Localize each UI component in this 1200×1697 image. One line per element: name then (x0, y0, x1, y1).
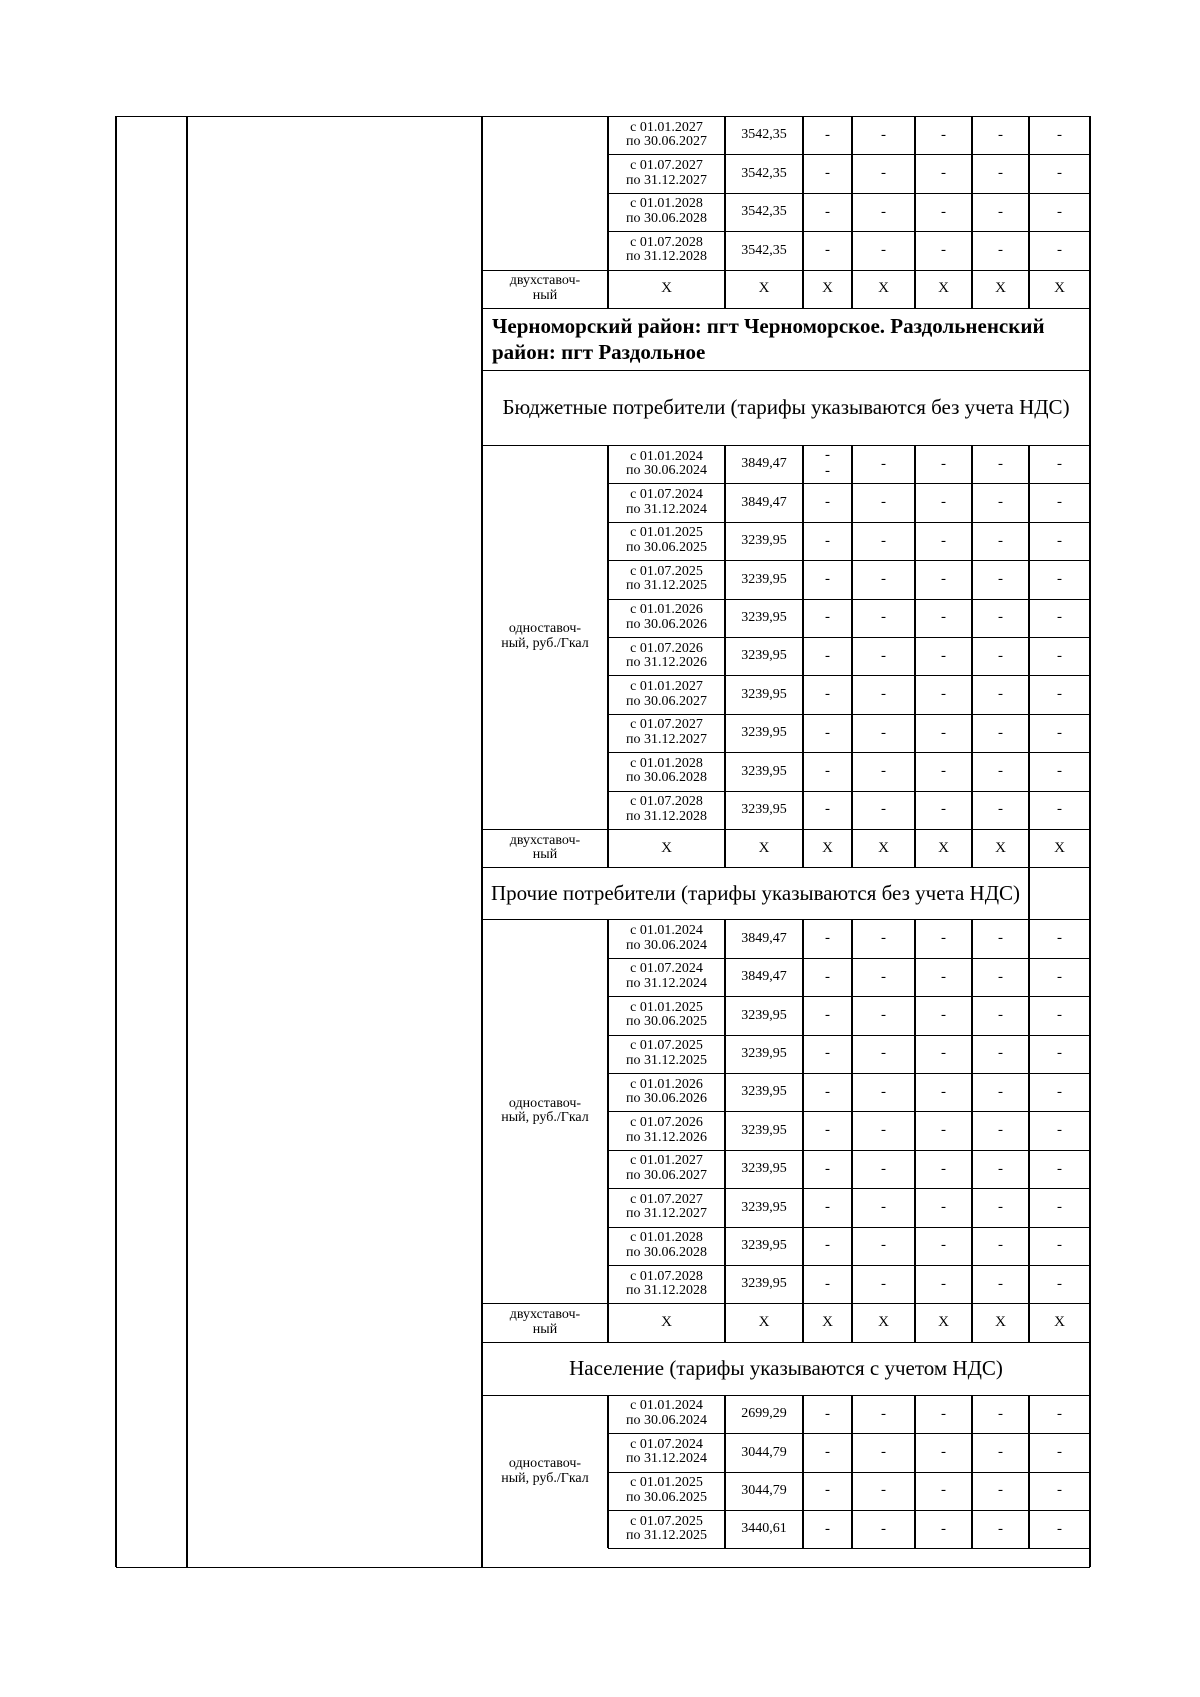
dash-cell: - (941, 686, 946, 703)
column-border (914, 1395, 915, 1548)
column-border (851, 445, 852, 829)
column-border (607, 270, 608, 308)
column-border (971, 919, 972, 1303)
column-border (802, 445, 803, 829)
dash-cell: - (1057, 686, 1062, 703)
column-border (802, 919, 803, 1303)
dash-cell: - (825, 686, 830, 703)
dash-cell: - (825, 968, 830, 985)
dash-cell: - (825, 494, 830, 511)
tariff-value: 3239,95 (741, 725, 787, 741)
tariff-value: 3044,79 (741, 1482, 787, 1498)
column-border (914, 270, 915, 308)
section-heading: Черноморский район: пгт Черноморское. Раздольненский район: пгт Раздольное (492, 313, 1045, 364)
period-cell: с 01.07.2027 по 31.12.2027 (626, 1191, 707, 1222)
tariff-value: 3239,95 (741, 1161, 787, 1177)
dash-cell: - (825, 570, 830, 587)
not-applicable-mark: X (878, 280, 889, 297)
period-cell: с 01.07.2027 по 31.12.2027 (626, 157, 707, 188)
dash-cell: - (881, 1237, 886, 1254)
tariff-value: 3239,95 (741, 763, 787, 779)
dash-cell: - (941, 1275, 946, 1292)
dash-cell: - (941, 165, 946, 182)
column-border (851, 919, 852, 1303)
dash-cell: - (881, 570, 886, 587)
dash-cell: - (941, 647, 946, 664)
dash-cell: - (998, 532, 1003, 549)
column-border (1028, 445, 1029, 829)
tariff-value: 3239,95 (741, 533, 787, 549)
dash-cell: - (825, 1045, 830, 1062)
dash-cell: - (881, 1160, 886, 1177)
row-border (482, 829, 1090, 830)
dash-cell: - - (825, 447, 830, 480)
column-border (802, 270, 803, 308)
dash-cell: - (1057, 1083, 1062, 1100)
period-cell: с 01.01.2025 по 30.06.2025 (626, 525, 707, 555)
column-border (724, 829, 725, 867)
dash-cell: - (1057, 165, 1062, 182)
dash-cell: - (998, 203, 1003, 220)
dash-cell: - (881, 686, 886, 703)
section-heading: Бюджетные потребители (тарифы указываются без учета НДС) (502, 395, 1070, 420)
dash-cell: - (825, 1405, 830, 1422)
rate-type-label: двухставоч- ный (509, 1306, 581, 1337)
dash-cell: - (881, 1275, 886, 1292)
column-border (914, 445, 915, 829)
dash-cell: - (998, 570, 1003, 587)
dash-cell: - (941, 494, 946, 511)
not-applicable-mark: X (878, 1314, 889, 1331)
dash-cell: - (881, 1443, 886, 1460)
dash-cell: - (825, 165, 830, 182)
period-cell: с 01.07.2024 по 31.12.2024 (626, 1436, 707, 1467)
period-cell: с 01.01.2025 по 30.06.2025 (626, 999, 707, 1030)
dash-cell: - (998, 609, 1003, 626)
period-cell: с 01.07.2028 по 31.12.2028 (626, 1268, 707, 1299)
tariff-value: 3239,95 (741, 1199, 787, 1215)
tariff-value: 3239,95 (741, 1084, 787, 1100)
dash-cell: - (941, 455, 946, 472)
dash-cell: - (825, 203, 830, 220)
dash-cell: - (998, 968, 1003, 985)
column-border (1028, 919, 1029, 1303)
tariff-value: 3239,95 (741, 801, 787, 817)
period-cell: с 01.07.2025 по 31.12.2025 (626, 1513, 707, 1544)
column-border (724, 919, 725, 1303)
column-border (607, 1303, 608, 1342)
section-heading: Прочие потребители (тарифы указываются без учета НДС) (490, 881, 1021, 906)
dash-cell: - (941, 1083, 946, 1100)
dash-cell: - (998, 1237, 1003, 1254)
column-border (1028, 270, 1029, 308)
dash-cell: - (825, 1198, 830, 1215)
tariff-value: 3239,95 (741, 1237, 787, 1253)
dash-cell: - (825, 1122, 830, 1139)
dash-cell: - (881, 609, 886, 626)
column-border (1028, 116, 1029, 270)
tariff-value: 3239,95 (741, 686, 787, 702)
column-border (115, 116, 116, 1567)
dash-cell: - (1057, 1160, 1062, 1177)
column-border (802, 1395, 803, 1548)
column-border (724, 1395, 725, 1548)
column-border (971, 270, 972, 308)
dash-cell: - (941, 930, 946, 947)
dash-cell: - (881, 241, 886, 258)
dash-cell: - (881, 1006, 886, 1023)
dash-cell: - (825, 1006, 830, 1023)
dash-cell: - (881, 165, 886, 182)
column-border (851, 270, 852, 308)
tariff-value: 3542,35 (741, 165, 787, 181)
dash-cell: - (941, 532, 946, 549)
column-border (724, 116, 725, 270)
dash-cell: - (881, 203, 886, 220)
tariff-value: 3542,35 (741, 204, 787, 220)
dash-cell: - (941, 570, 946, 587)
period-cell: с 01.07.2024 по 31.12.2024 (626, 961, 707, 991)
dash-cell: - (998, 724, 1003, 741)
column-border (1028, 1303, 1029, 1342)
dash-cell: - (881, 801, 886, 818)
dash-cell: - (881, 1198, 886, 1215)
dash-cell: - (825, 532, 830, 549)
dash-cell: - (881, 1520, 886, 1537)
dash-cell: - (941, 1520, 946, 1537)
dash-cell: - (941, 241, 946, 258)
tariff-value: 3849,47 (741, 969, 787, 985)
dash-cell: - (941, 1198, 946, 1215)
column-border (724, 1303, 725, 1342)
dash-cell: - (1057, 762, 1062, 779)
dash-cell: - (941, 609, 946, 626)
tariff-value: 3239,95 (741, 1007, 787, 1023)
tariff-value: 2699,29 (741, 1406, 787, 1422)
not-applicable-mark: X (1054, 839, 1065, 856)
dash-cell: - (998, 1443, 1003, 1460)
period-cell: с 01.07.2024 по 31.12.2024 (626, 486, 707, 517)
dash-cell: - (1057, 1122, 1062, 1139)
dash-cell: - (1057, 724, 1062, 741)
period-cell: с 01.01.2027 по 30.06.2027 (626, 678, 707, 709)
column-border (971, 445, 972, 829)
dash-cell: - (998, 126, 1003, 143)
dash-cell: - (825, 1083, 830, 1100)
dash-cell: - (1057, 532, 1062, 549)
not-applicable-mark: X (938, 280, 949, 297)
dash-cell: - (998, 494, 1003, 511)
column-border (802, 116, 803, 270)
column-border (1028, 829, 1029, 867)
column-border (724, 270, 725, 308)
dash-cell: - (998, 647, 1003, 664)
dash-cell: - (881, 1045, 886, 1062)
dash-cell: - (881, 1083, 886, 1100)
tariff-value: 3239,95 (741, 1276, 787, 1292)
dash-cell: - (825, 126, 830, 143)
not-applicable-mark: X (938, 839, 949, 856)
dash-cell: - (998, 1405, 1003, 1422)
tariff-value: 3239,95 (741, 1045, 787, 1061)
dash-cell: - (941, 1237, 946, 1254)
column-border (1028, 1395, 1029, 1548)
dash-cell: - (998, 1160, 1003, 1177)
column-border (971, 829, 972, 867)
period-cell: с 01.07.2027 по 31.12.2027 (626, 717, 707, 747)
dash-cell: - (825, 762, 830, 779)
dash-cell: - (998, 1006, 1003, 1023)
column-border (914, 116, 915, 270)
dash-cell: - (881, 126, 886, 143)
column-border (1028, 867, 1029, 919)
dash-cell: - (825, 1482, 830, 1499)
not-applicable-mark: X (995, 1314, 1006, 1331)
dash-cell: - (1057, 126, 1062, 143)
rate-type-label: одноставоч- ный, руб./Гкал (501, 1455, 589, 1486)
row-border (482, 270, 1090, 271)
period-cell: с 01.01.2028 по 30.06.2028 (626, 1230, 707, 1260)
period-cell: с 01.01.2024 по 30.06.2024 (626, 448, 707, 479)
dash-cell: - (825, 1443, 830, 1460)
not-applicable-mark: X (995, 280, 1006, 297)
column-border (607, 829, 608, 867)
dash-cell: - (998, 1198, 1003, 1215)
column-border (607, 116, 608, 270)
dash-cell: - (1057, 1405, 1062, 1422)
period-cell: с 01.01.2027 по 30.06.2027 (626, 1153, 707, 1183)
dash-cell: - (998, 241, 1003, 258)
dash-cell: - (941, 968, 946, 985)
period-cell: с 01.07.2028 по 31.12.2028 (626, 234, 707, 265)
dash-cell: - (998, 1275, 1003, 1292)
rate-type-label: двухставоч- ный (509, 273, 581, 303)
dash-cell: - (825, 647, 830, 664)
dash-cell: - (825, 724, 830, 741)
tariff-value: 3542,35 (741, 242, 787, 258)
dash-cell: - (825, 1160, 830, 1177)
dash-cell: - (1057, 801, 1062, 818)
dash-cell: - (941, 762, 946, 779)
tariff-value: 3542,35 (741, 127, 787, 143)
column-border (186, 116, 187, 1567)
not-applicable-mark: X (938, 1314, 949, 1331)
dash-cell: - (941, 801, 946, 818)
not-applicable-mark: X (661, 1314, 672, 1331)
dash-cell: - (998, 455, 1003, 472)
not-applicable-mark: X (995, 839, 1006, 856)
dash-cell: - (881, 1405, 886, 1422)
dash-cell: - (825, 930, 830, 947)
dash-cell: - (941, 1006, 946, 1023)
dash-cell: - (998, 1520, 1003, 1537)
dash-cell: - (1057, 1006, 1062, 1023)
column-border (851, 1303, 852, 1342)
dash-cell: - (998, 1482, 1003, 1499)
not-applicable-mark: X (661, 280, 672, 297)
dash-cell: - (941, 126, 946, 143)
dash-cell: - (1057, 203, 1062, 220)
dash-cell: - (998, 1122, 1003, 1139)
tariff-value: 3440,61 (741, 1521, 787, 1537)
not-applicable-mark: X (878, 839, 889, 856)
period-cell: с 01.07.2028 по 31.12.2028 (626, 794, 707, 824)
not-applicable-mark: X (822, 839, 833, 856)
dash-cell: - (941, 1045, 946, 1062)
dash-cell: - (1057, 1045, 1062, 1062)
column-border (914, 919, 915, 1303)
dash-cell: - (941, 724, 946, 741)
not-applicable-mark: X (1054, 1314, 1065, 1331)
not-applicable-mark: X (822, 280, 833, 297)
dash-cell: - (1057, 647, 1062, 664)
column-border (851, 116, 852, 270)
dash-cell: - (825, 609, 830, 626)
dash-cell: - (881, 647, 886, 664)
dash-cell: - (1057, 1482, 1062, 1499)
dash-cell: - (1057, 930, 1062, 947)
rate-type-label: двухставоч- ный (509, 832, 581, 863)
dash-cell: - (825, 1520, 830, 1537)
dash-cell: - (881, 1482, 886, 1499)
column-border (802, 829, 803, 867)
dash-cell: - (1057, 968, 1062, 985)
not-applicable-mark: X (758, 280, 770, 297)
not-applicable-mark: X (758, 839, 770, 856)
dash-cell: - (941, 203, 946, 220)
dash-cell: - (998, 686, 1003, 703)
dash-cell: - (1057, 1237, 1062, 1254)
period-cell: с 01.01.2028 по 30.06.2028 (626, 196, 707, 226)
period-cell: с 01.01.2024 по 30.06.2024 (626, 922, 707, 953)
period-cell: с 01.01.2027 по 30.06.2027 (626, 119, 707, 150)
dash-cell: - (825, 1237, 830, 1254)
not-applicable-mark: X (1054, 280, 1065, 297)
tariff-value: 3239,95 (741, 609, 787, 625)
tariff-value: 3849,47 (741, 930, 787, 946)
dash-cell: - (941, 1482, 946, 1499)
dash-cell: - (1057, 1520, 1062, 1537)
dash-cell: - (1057, 609, 1062, 626)
period-cell: с 01.01.2026 по 30.06.2026 (626, 602, 707, 632)
rate-type-label: одноставоч- ный, руб./Гкал (501, 621, 589, 651)
tariff-value: 3849,47 (741, 456, 787, 472)
column-border (914, 829, 915, 867)
column-border (971, 1303, 972, 1342)
dash-cell: - (998, 930, 1003, 947)
column-border (971, 1395, 972, 1548)
dash-cell: - (881, 762, 886, 779)
not-applicable-mark: X (822, 1314, 833, 1331)
dash-cell: - (941, 1160, 946, 1177)
dash-cell: - (941, 1122, 946, 1139)
tariff-value: 3239,95 (741, 1122, 787, 1138)
dash-cell: - (881, 724, 886, 741)
dash-cell: - (1057, 241, 1062, 258)
column-border (914, 1303, 915, 1342)
dash-cell: - (998, 801, 1003, 818)
dash-cell: - (881, 968, 886, 985)
period-cell: с 01.01.2028 по 30.06.2028 (626, 755, 707, 786)
dash-cell: - (1057, 494, 1062, 511)
dash-cell: - (881, 455, 886, 472)
tariff-value: 3239,95 (741, 648, 787, 664)
period-cell: с 01.07.2026 по 31.12.2026 (626, 640, 707, 671)
column-border (802, 1303, 803, 1342)
dash-cell: - (881, 494, 886, 511)
dash-cell: - (1057, 1275, 1062, 1292)
row-border (116, 1567, 1090, 1568)
not-applicable-mark: X (758, 1314, 770, 1331)
dash-cell: - (825, 801, 830, 818)
column-border (971, 116, 972, 270)
row-border (608, 1548, 1090, 1549)
period-cell: с 01.07.2026 по 31.12.2026 (626, 1114, 707, 1145)
dash-cell: - (998, 762, 1003, 779)
tariff-value: 3849,47 (741, 494, 787, 510)
column-border (851, 1395, 852, 1548)
column-border (724, 445, 725, 829)
dash-cell: - (941, 1405, 946, 1422)
dash-cell: - (881, 930, 886, 947)
period-cell: с 01.07.2025 по 31.12.2025 (626, 1038, 707, 1068)
dash-cell: - (825, 1275, 830, 1292)
dash-cell: - (1057, 1443, 1062, 1460)
period-cell: с 01.01.2026 по 30.06.2026 (626, 1076, 707, 1107)
dash-cell: - (881, 1122, 886, 1139)
period-cell: с 01.01.2025 по 30.06.2025 (626, 1475, 707, 1505)
period-cell: с 01.01.2024 по 30.06.2024 (626, 1398, 707, 1428)
not-applicable-mark: X (661, 839, 672, 856)
tariff-value: 3239,95 (741, 571, 787, 587)
section-heading: Население (тарифы указываются с учетом НДС) (569, 1356, 1003, 1381)
dash-cell: - (1057, 1198, 1062, 1215)
rate-type-label: одноставоч- ный, руб./Гкал (501, 1095, 589, 1126)
dash-cell: - (941, 1443, 946, 1460)
tariff-value: 3044,79 (741, 1444, 787, 1460)
row-border (482, 1303, 1090, 1304)
column-border (851, 829, 852, 867)
dash-cell: - (998, 165, 1003, 182)
dash-cell: - (998, 1045, 1003, 1062)
dash-cell: - (881, 532, 886, 549)
period-cell: с 01.07.2025 по 31.12.2025 (626, 563, 707, 594)
dash-cell: - (1057, 570, 1062, 587)
dash-cell: - (1057, 455, 1062, 472)
dash-cell: - (825, 241, 830, 258)
dash-cell: - (998, 1083, 1003, 1100)
